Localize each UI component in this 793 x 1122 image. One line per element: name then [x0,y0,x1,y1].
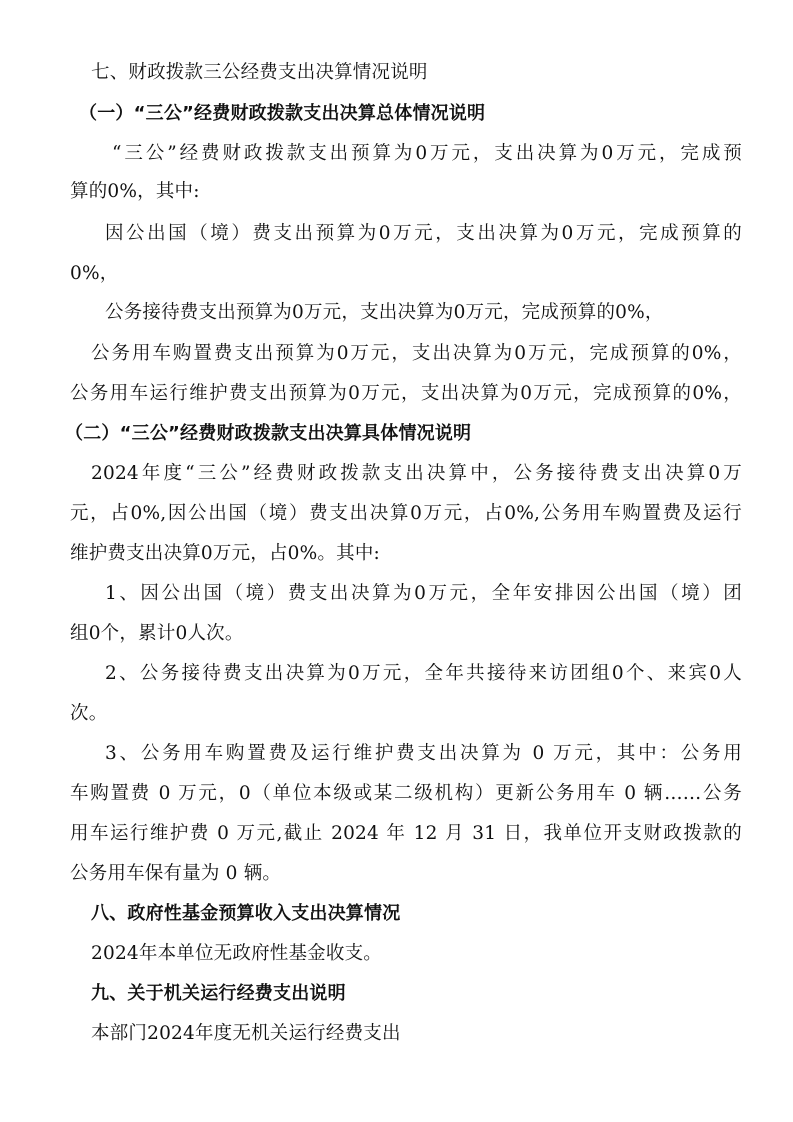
sub1-paragraph-4: 公务用车购置费支出预算为0万元，支出决算为0万元，完成预算的0%， [91,343,742,364]
section-7-heading: 七、财政拨款三公经费支出决算情况说明 [91,62,428,83]
sub2-paragraph-1-line-3: 维护费支出决算0万元，占0%。其中: [70,543,380,564]
section-7-2-heading: （二）“三公”经费财政拨款支出决算具体情况说明 [65,423,472,444]
section-7-1-heading: （一）“三公”经费财政拨款支出决算总体情况说明 [79,103,486,124]
sub2-item-1-line-1: 1、因公出国（境）费支出决算为0万元，全年安排因公出国（境）团 [105,583,742,604]
section-8-heading: 八、政府性基金预算收入支出决算情况 [91,903,401,924]
sub1-paragraph-3: 公务接待费支出预算为0万元，支出决算为0万元，完成预算的0%， [105,302,664,323]
sub2-item-2-line-1: 2、公务接待费支出决算为0万元，全年共接待来访团组0个、来宾0人 [105,663,742,684]
sub2-item-1-line-2: 组0个，累计0人次。 [70,623,244,644]
sub2-item-3-line-1: 3、公务用车购置费及运行维护费支出决算为 0 万元，其中：公务用 [105,743,742,764]
section-9-heading: 九、关于机关运行经费支出说明 [91,983,346,1004]
sub1-paragraph-1-line-2: 算的0%，其中: [70,181,200,202]
sub1-paragraph-2-line-2: 0%， [70,263,119,284]
section-8-paragraph: 2024年本单位无政府性基金收支。 [91,943,382,964]
sub2-item-2-line-2: 次。 [70,703,108,724]
sub2-paragraph-1-line-1: 2024年度“三公”经费财政拨款支出决算中，公务接待费支出决算0万 [91,463,742,484]
sub2-item-3-line-3: 用车运行维护费 0 万元,截止 2024 年 12 月 31 日，我单位开支财政拨款的 [70,823,742,844]
sub2-item-3-line-2: 车购置费 0 万元，0（单位本级或某二级机构）更新公务用车 0 辆……公务 [70,783,742,804]
section-9-paragraph: 本部门2024年度无机关运行经费支出 [91,1023,401,1044]
sub1-paragraph-2-line-1: 因公出国（境）费支出预算为0万元，支出决算为0万元，完成预算的 [105,223,742,244]
sub1-paragraph-1-line-1: “三公”经费财政拨款支出预算为0万元，支出决算为0万元，完成预 [112,143,742,164]
sub2-item-3-line-4: 公务用车保有量为 0 辆。 [70,863,282,884]
sub1-paragraph-5: 公务用车运行维护费支出预算为0万元，支出决算为0万元，完成预算的0%， [70,383,742,404]
sub2-paragraph-1-line-2: 元，占0%,因公出国（境）费支出决算0万元，占0%,公务用车购置费及运行 [70,503,742,524]
